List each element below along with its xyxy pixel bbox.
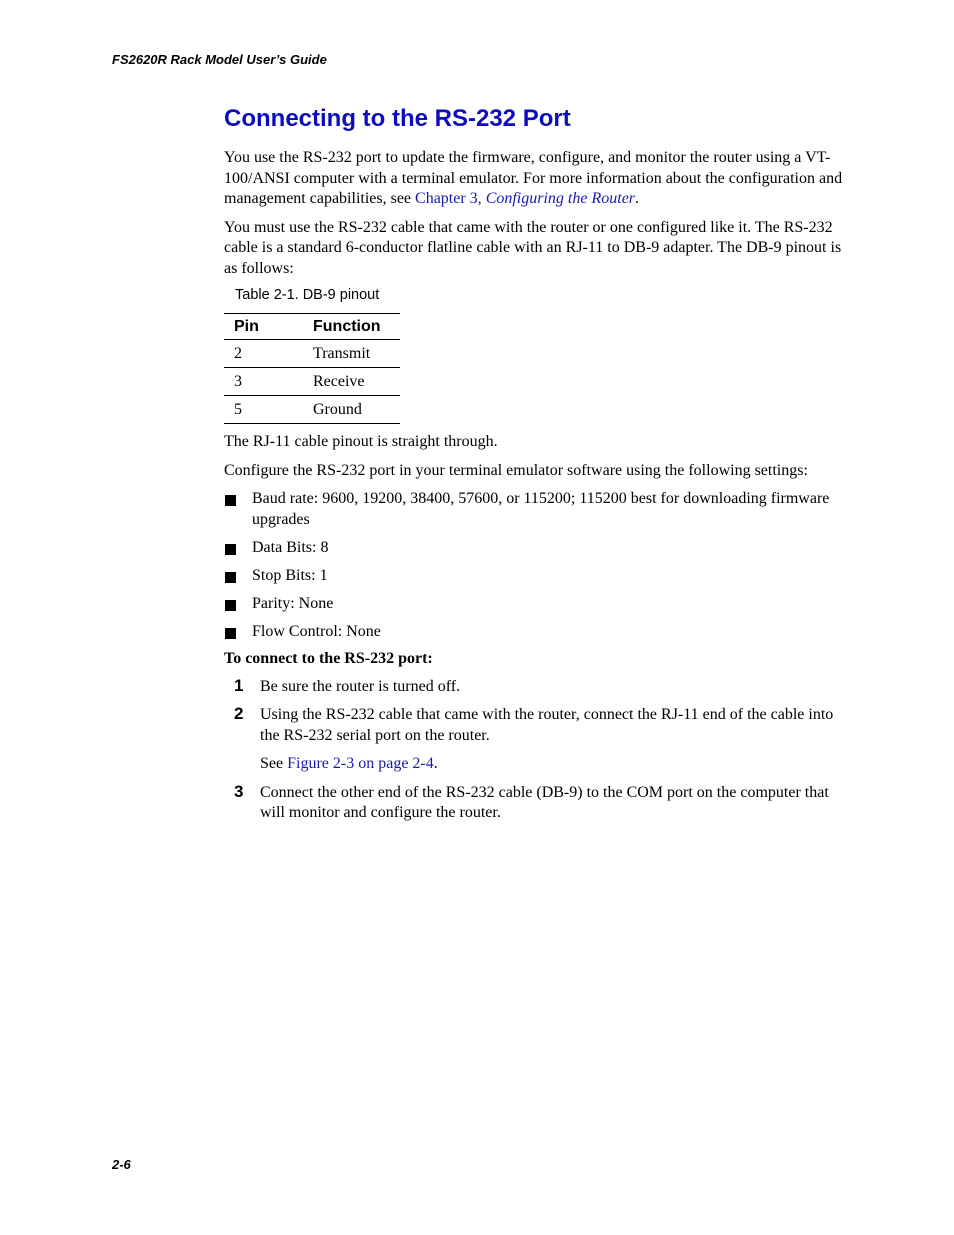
- step-text: Using the RS-232 cable that came with the router, connect the RJ-11 end of the cable into the RS-232 serial port on the router.: [260, 706, 834, 744]
- settings-list: [224, 489, 844, 642]
- procedure-steps: [224, 677, 844, 824]
- table-caption: Table 2-1. DB-9 pinout: [235, 287, 380, 303]
- square-bullet-icon: [225, 628, 236, 639]
- function-cell: Ground: [313, 396, 400, 424]
- db9-pinout-table: [224, 313, 400, 424]
- section-title: Connecting to the RS-232 Port: [224, 105, 571, 132]
- square-bullet-icon: [225, 544, 236, 555]
- step-number: 1: [234, 675, 244, 695]
- step-item: [224, 783, 844, 824]
- function-cell: Transmit: [313, 340, 400, 368]
- running-header: FS2620R Rack Model User’s Guide: [112, 52, 327, 67]
- square-bullet-icon: [225, 572, 236, 583]
- table-header-row: [224, 314, 400, 340]
- setting-text: Flow Control: None: [252, 622, 381, 640]
- chapter-3-link[interactable]: [415, 190, 635, 207]
- list-item: [224, 566, 844, 587]
- intro-text: You use the RS-232 port to update the firmware, configure, and monitor the router using a VT-100/ANSI computer with a terminal emulator. For more information about the configuration and management capabilities, see: [224, 149, 843, 207]
- see-reference: [260, 754, 844, 775]
- pin-cell: 3: [224, 368, 313, 396]
- step-item: [224, 705, 844, 775]
- setting-text: Stop Bits: 1: [252, 566, 328, 584]
- list-item: [224, 489, 844, 530]
- step-text: Connect the other end of the RS-232 cable (DB-9) to the COM port on the computer that will monitor and configure the router.: [260, 783, 829, 821]
- settings-intro: Configure the RS-232 port in your terminal emulator software using the following settings:: [224, 461, 808, 479]
- main-content: [224, 104, 844, 832]
- table-row: [224, 368, 400, 396]
- setting-text: Parity: None: [252, 594, 334, 612]
- list-item: [224, 622, 844, 643]
- step-number: 2: [234, 704, 244, 723]
- table-row: [224, 340, 400, 368]
- header-function: Function: [313, 314, 400, 340]
- intro-paragraph: [224, 148, 844, 210]
- setting-text: Data Bits: 8: [252, 538, 329, 556]
- pin-cell: 2: [224, 340, 313, 368]
- pin-cell: 5: [224, 396, 313, 424]
- figure-2-3-link[interactable]: Figure 2-3 on page 2-4: [287, 755, 434, 772]
- setting-text: Baud rate: 9600, 19200, 38400, 57600, or 115200; 115200 best for downloading firmware upgrades: [252, 490, 830, 528]
- function-cell: Receive: [313, 368, 400, 396]
- chapter-link-label: Chapter 3,: [415, 190, 486, 207]
- rj11-paragraph: The RJ-11 cable pinout is straight through.: [224, 433, 498, 450]
- header-pin: Pin: [224, 314, 313, 340]
- see-end: .: [433, 755, 438, 772]
- cable-paragraph: You must use the RS-232 cable that came with the router or one configured like it. The RS-232 cable is a standard 6-conductor flatline cable with an RJ-11 to DB-9 adapter. The DB-9 pinout is as follows:: [224, 218, 842, 277]
- step-number: 3: [234, 781, 244, 801]
- procedure-title: To connect to the RS-232 port:: [224, 649, 433, 667]
- list-item: [224, 538, 844, 559]
- square-bullet-icon: [225, 495, 236, 506]
- intro-end: .: [635, 190, 640, 207]
- square-bullet-icon: [225, 600, 236, 611]
- step-text: Be sure the router is turned off.: [260, 677, 461, 695]
- page-number: 2-6: [112, 1157, 131, 1172]
- chapter-link-title: Configuring the Router: [485, 190, 636, 207]
- step-item: [224, 677, 844, 698]
- list-item: [224, 594, 844, 615]
- table-row: [224, 396, 400, 424]
- see-prefix: See: [260, 755, 288, 772]
